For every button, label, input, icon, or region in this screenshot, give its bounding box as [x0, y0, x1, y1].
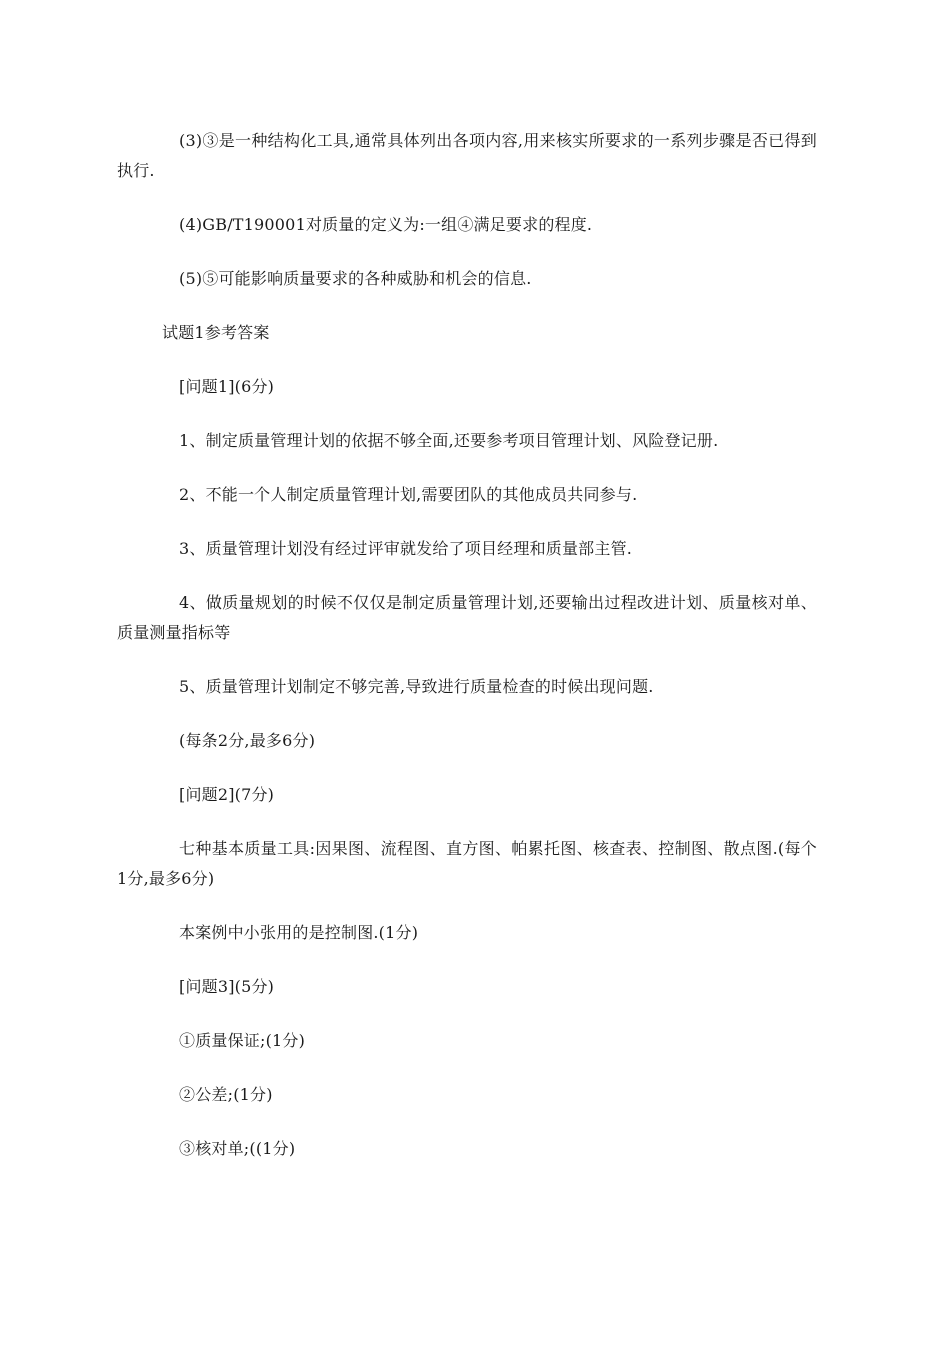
question-4-paragraph: (4)GB/T190001对质量的定义为:一组④满足要求的程度. [179, 215, 593, 234]
answer-section-heading: 试题1参考答案 [162, 323, 270, 342]
problem-1-heading: [问题1](6分) [179, 377, 275, 396]
answer-1-item-5: 5、质量管理计划制定不够完善,导致进行质量检查的时候出现问题. [179, 677, 654, 696]
answer-1-scoring-note: (每条2分,最多6分) [179, 731, 316, 750]
question-5-paragraph: (5)⑤可能影响质量要求的各种威胁和机会的信息. [179, 269, 532, 288]
problem-3-heading: [问题3](5分) [179, 977, 275, 996]
question-3-paragraph: (3)③是一种结构化工具,通常具体列出各项内容,用来核实所要求的一系列步骤是否已得到执行. [117, 131, 817, 180]
answer-1-item-2: 2、不能一个人制定质量管理计划,需要团队的其他成员共同参与. [179, 485, 638, 504]
document-body [117, 126, 817, 1188]
answer-3-item-1: ①质量保证;(1分) [179, 1031, 306, 1050]
answer-2-tools: 七种基本质量工具:因果图、流程图、直方图、帕累托图、核查表、控制图、散点图.(每个1分,最多6分) [117, 839, 817, 888]
answer-3-item-2: ②公差;(1分) [179, 1085, 273, 1104]
problem-2-heading: [问题2](7分) [179, 785, 275, 804]
answer-2-case-tool: 本案例中小张用的是控制图.(1分) [179, 923, 419, 942]
answer-1-item-4: 4、做质量规划的时候不仅仅是制定质量管理计划,还要输出过程改进计划、质量核对单、质量测量指标等 [117, 593, 817, 642]
answer-1-item-1: 1、制定质量管理计划的依据不够全面,还要参考项目管理计划、风险登记册. [179, 431, 719, 450]
answer-1-item-3: 3、质量管理计划没有经过评审就发给了项目经理和质量部主管. [179, 539, 633, 558]
answer-3-item-3: ③核对单;((1分) [179, 1139, 296, 1158]
